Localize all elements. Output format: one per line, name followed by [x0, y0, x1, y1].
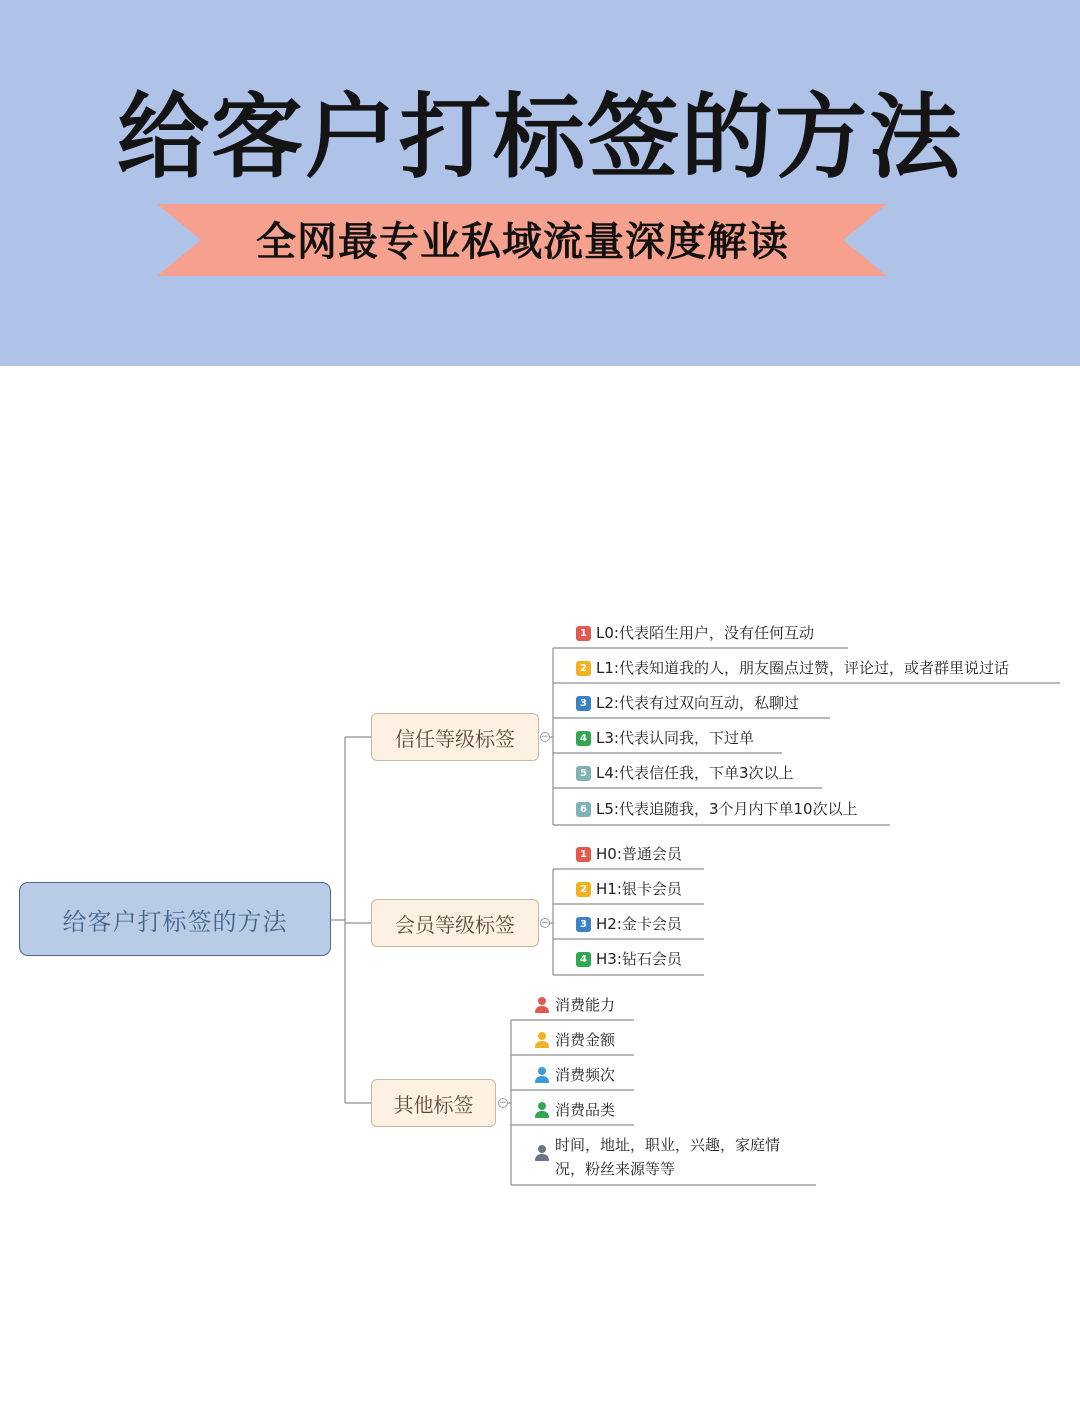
person-icon	[534, 1102, 550, 1118]
leaf-other-spending-category	[534, 1095, 615, 1125]
number-badge-icon: 5	[576, 766, 591, 781]
page-title: 给客户打标签的方法	[116, 84, 963, 191]
leaf-trust-l1	[576, 653, 1009, 683]
leaf-trust-l3	[576, 723, 754, 753]
leaf-label: 消费品类	[555, 1101, 616, 1119]
leaf-other-spending-frequency	[534, 1060, 615, 1090]
number-badge-icon: 2	[576, 661, 591, 676]
leaf-trust-l4	[576, 758, 794, 788]
person-icon	[534, 997, 550, 1013]
leaf-label: L1:代表知道我的人，朋友圈点过赞，评论过，或者群里说过话	[596, 659, 1009, 677]
leaf-other-spending-power	[534, 990, 615, 1020]
leaf-label: 消费频次	[555, 1066, 616, 1084]
leaf-label: H0:普通会员	[596, 845, 682, 863]
leaf-trust-l0	[576, 618, 814, 648]
number-badge-icon: 6	[576, 802, 591, 817]
mindmap-root-node[interactable]: 给客户打标签的方法	[19, 882, 331, 956]
leaf-trust-l5	[576, 794, 858, 824]
number-badge-icon: 2	[576, 882, 591, 897]
person-icon	[534, 1032, 550, 1048]
number-badge-icon: 4	[576, 952, 591, 967]
number-badge-icon: 1	[576, 847, 591, 862]
leaf-label: H2:金卡会员	[596, 915, 682, 933]
leaf-label: H1:银卡会员	[596, 880, 682, 898]
collapse-toggle-member[interactable]: −	[541, 918, 549, 928]
leaf-member-h1	[576, 874, 682, 904]
leaf-other-profile	[534, 1133, 796, 1185]
leaf-label: L2:代表有过双向互动，私聊过	[596, 694, 799, 712]
number-badge-icon: 1	[576, 626, 591, 641]
branch-trust-level[interactable]: 信任等级标签	[371, 713, 539, 761]
branch-member-level[interactable]: 会员等级标签	[371, 899, 539, 947]
leaf-other-spending-amount	[534, 1025, 615, 1055]
leaf-member-h2	[576, 909, 682, 939]
page-subtitle: 全网最专业私域流量深度解读	[256, 219, 789, 265]
leaf-label: H3:钻石会员	[596, 950, 682, 968]
leaf-label: L4:代表信任我，下单3次以上	[596, 764, 794, 782]
leaf-label: L3:代表认同我，下过单	[596, 729, 754, 747]
leaf-member-h3	[576, 944, 682, 974]
number-badge-icon: 3	[576, 917, 591, 932]
branch-other[interactable]: 其他标签	[371, 1079, 496, 1127]
leaf-label: 消费金额	[555, 1031, 616, 1049]
number-badge-icon: 3	[576, 696, 591, 711]
leaf-trust-l2	[576, 688, 799, 718]
person-icon	[534, 1145, 550, 1161]
leaf-member-h0	[576, 839, 682, 869]
leaf-label: L5:代表追随我，3个月内下单10次以上	[596, 800, 858, 818]
leaf-label: 时间，地址，职业，兴趣，家庭情况，粉丝来源等等	[555, 1136, 781, 1178]
collapse-toggle-trust[interactable]: −	[541, 732, 549, 742]
leaf-label: L0:代表陌生用户，没有任何互动	[596, 624, 814, 642]
collapse-toggle-other[interactable]: −	[499, 1098, 507, 1108]
leaf-label: 消费能力	[555, 996, 616, 1014]
person-icon	[534, 1067, 550, 1083]
number-badge-icon: 4	[576, 731, 591, 746]
